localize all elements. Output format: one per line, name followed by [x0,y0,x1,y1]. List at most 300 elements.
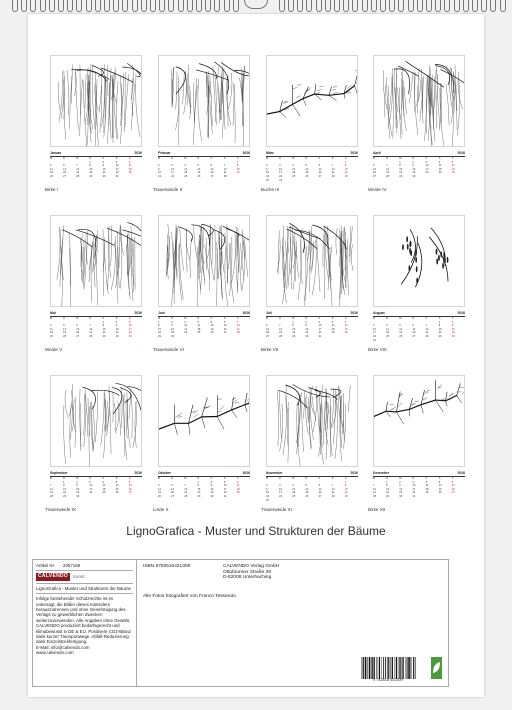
article-number-row [36,563,133,571]
day-cell: 13 [76,327,80,331]
barcode-icon [359,657,417,679]
weekday-label: S [438,157,441,160]
day-cell: 3 [279,164,281,168]
day-cell: 10 [373,327,376,331]
willow-curtain-photo [158,215,250,307]
day-cell: 29 [292,334,296,338]
day-cell: 17 [425,167,429,171]
day-cell: 30 [266,498,269,502]
weekday-label: D [197,157,200,160]
day-cell: 27 [171,494,175,498]
weekday-label: D [197,477,200,480]
day-cell: 6 [128,480,131,484]
day-cell: 24 [89,491,93,495]
binding-ring [417,0,423,12]
binding-ring [40,0,46,12]
day-cell: 26 [63,334,67,338]
day-cell: 7 [331,484,334,488]
photo-caption: Birke VII [261,347,279,352]
day-cell: 4 [438,160,441,164]
month-name: Januar [50,151,62,155]
day-cell: 14 [279,327,283,331]
imprint-right [137,560,448,686]
day-cell: 31 [128,334,132,338]
day-cell: 9 [399,484,401,488]
day-cell: 10 [279,167,283,171]
weekday-label: S [451,317,454,320]
day-cell: 3 [425,160,428,164]
day-cell: 21 [89,331,93,335]
binding-ring [490,0,496,12]
day-cell: 23 [399,491,403,495]
weekday-label: D [63,317,66,320]
weekday-label: M [76,317,79,320]
month-name: September [50,471,68,475]
weekday-label: F [210,317,213,320]
day-cell: 22 [236,171,240,175]
day-cell: 30 [76,494,80,498]
weekday-label: S [344,157,347,160]
day-cell: 15 [63,487,67,491]
day-cell: 25 [236,491,240,495]
weekday-label: F [318,477,321,480]
day-cell: 27 [412,334,416,338]
day-cell: 25 [425,491,429,495]
day-cell: 25 [184,174,188,178]
day-cell: 13 [63,167,67,171]
barcode-number: 9 783516 421309 [373,678,403,683]
weekday-label: F [318,157,321,160]
day-cell: 8 [386,484,388,488]
weekday-label: D [279,477,282,480]
day-cell: 2 [76,480,78,484]
binding-ring [12,0,18,12]
binding-ring [104,0,110,12]
day-cell: 24 [373,334,376,338]
day-cell: 1 [344,480,347,484]
day-cell: 8 [158,324,160,328]
day-cell: 20 [223,327,227,331]
day-cell: 21 [425,331,429,335]
article-label: Artikel Nr. [36,563,56,568]
day-cell: 19 [344,327,348,331]
day-cell: 7 [223,164,226,168]
day-cell: 29 [344,494,348,498]
day-cell: 22 [197,491,201,495]
day-cell: 22 [89,171,93,175]
hanger-hook [244,0,268,9]
day-cell: 4 [236,480,239,484]
day-cell: 21 [50,491,53,495]
willow-hanging-photo [158,55,250,147]
day-cell: 7 [50,484,52,488]
day-cell: 21 [386,171,390,175]
day-cell: 24 [425,171,429,175]
day-cell: 22 [399,171,403,175]
day-cell: 21 [279,331,283,335]
day-cell: 18 [386,331,390,335]
month-name: Oktober [158,471,171,475]
day-cell: 16 [115,327,119,331]
day-cell: 14 [76,167,80,171]
day-cell: 10 [425,164,429,168]
day-cell: 12 [63,327,67,331]
day-cell: 21 [373,491,376,495]
day-cell: 25 [292,174,296,178]
day-cell: 7 [76,164,78,168]
weekday-label: M [158,157,161,160]
calendar-sheet [28,14,484,697]
binding-ring [454,0,460,12]
binding-ring [481,0,487,12]
day-cell: 18 [128,167,132,171]
binding-ring [49,0,55,12]
weekday-label: M [76,157,79,160]
weekday-label: D [305,477,308,480]
day-cell: 27 [318,174,322,178]
day-cell: 3 [115,160,118,164]
day-cell: 25 [438,171,442,175]
day-cell: 2 [171,320,173,324]
day-cell: 25 [102,491,106,495]
day-cell: 9 [115,324,118,328]
day-cell: 5 [50,164,52,168]
weekday-label: D [89,477,92,480]
binding-ring [343,0,349,12]
day-cell: 4 [386,324,388,328]
publisher-name: CALVENDO Verlag GmbH [223,564,280,569]
day-cell: 28 [50,494,53,498]
day-cell: 14 [425,327,429,331]
binding-ring [306,0,312,12]
weekday-label: M [184,477,187,480]
day-cell: 17 [279,171,283,175]
day-cell: 25 [386,334,390,338]
day-cell: 29 [102,334,106,338]
day-cell: 31 [279,178,283,182]
day-cell: 30 [451,334,455,338]
weekday-label: F [210,477,213,480]
day-cell: 28 [89,334,93,338]
day-cell: 5 [197,164,199,168]
photo-caption: Trauerweide II [153,187,183,192]
day-cell: 19 [438,487,442,491]
day-cell: 3 [318,320,321,324]
binding-ring [95,0,101,12]
binding-ring [472,0,478,12]
binding-ring [159,0,165,12]
day-cell: 12 [344,324,348,328]
day-cell: 6 [223,320,226,324]
imprint-box [32,559,449,687]
day-cell: 20 [128,487,132,491]
day-cell: 27 [451,491,455,495]
day-cell: 13 [266,327,269,331]
day-cell: 15 [344,487,348,491]
day-cell: 20 [76,331,80,335]
day-cell: 1 [292,320,294,324]
binding-ring [288,0,294,12]
day-cell: 22 [438,331,442,335]
weekday-label: F [425,477,428,480]
day-cell: 23 [158,174,161,178]
weekday-label: D [305,317,308,320]
binding-ring [389,0,395,12]
day-cell: 28 [425,334,429,338]
day-cell: 5 [451,160,454,164]
day-cell: 4 [102,480,105,484]
weekday-label: D [386,477,389,480]
day-cell: 5 [158,484,160,488]
binding-ring [86,0,92,12]
day-cell: 10 [89,484,93,488]
day-cell: 8 [89,164,91,168]
day-cell: 20 [412,331,416,335]
weekday-label: D [171,477,174,480]
day-cell: 24 [115,171,119,175]
weekday-label: M [266,317,269,320]
day-cell: 31 [223,494,227,498]
binding-ring [352,0,358,12]
day-cell: 11 [292,487,295,491]
day-cell: 20 [373,171,376,175]
month-calendar [50,151,142,181]
day-cell: 12 [305,167,309,171]
day-cell: 23 [266,494,269,498]
day-cell: 12 [50,167,53,171]
day-cell: 20 [171,491,175,495]
month-name: Juni [158,311,165,315]
day-cell: 28 [236,331,240,335]
day-cell: 2 [399,480,401,484]
weekday-label: S [128,477,131,480]
birch-diagonal-photo [373,375,465,467]
day-cell: 9 [158,167,160,171]
month-calendar [266,151,358,181]
day-cell: 5 [399,324,401,328]
weekday-label: M [292,317,295,320]
weekday-label: M [50,157,53,160]
binding-ring [67,0,73,12]
month-year: 2026 [134,471,142,475]
day-cell: 30 [305,334,309,338]
day-cell: 19 [305,491,309,495]
day-cell: 9 [266,167,268,171]
birch-catkins-photo [373,215,465,307]
weekday-label: M [76,477,79,480]
day-cell: 31 [318,334,322,338]
day-cell: 17 [412,487,416,491]
day-cell: 22 [344,491,348,495]
photo-caption: Trauerweide XI [261,507,292,512]
day-cell: 15 [344,167,348,171]
day-cell: 16 [210,487,214,491]
day-cell: 19 [451,167,455,171]
weekday-label: S [128,157,131,160]
day-cell: 17 [223,487,227,491]
day-cell: 8 [102,324,105,328]
month-name: August [373,311,385,315]
day-cell: 27 [373,174,376,178]
day-cell: 9 [210,484,213,488]
day-cell: 6 [451,480,454,484]
weekday-label: F [102,317,105,320]
day-cell: 8 [197,484,199,488]
day-cell: 17 [115,167,119,171]
day-cell: 16 [266,171,269,175]
day-cell: 7 [386,164,388,168]
weekday-label: M [373,477,376,480]
weekday-label: M [399,317,402,320]
binding-ring [279,0,285,12]
product-title: LignoGrafica - Muster und Strukturen der Bäume [36,586,133,594]
day-cell: 3 [128,320,131,324]
day-cell: 5 [115,480,118,484]
day-cell: 3 [89,480,91,484]
weekday-label: F [425,157,428,160]
day-cell: 10 [279,487,283,491]
day-cell: 13 [210,167,214,171]
weekday-label: D [386,317,389,320]
binding-ring [500,0,506,12]
day-cell: 26 [50,174,53,178]
day-cell: 19 [115,487,119,491]
binding-ring [132,0,138,12]
day-cell: 13 [451,484,455,488]
day-cell: 11 [102,484,106,488]
binding-ring [168,0,174,12]
day-cell: 24 [279,494,283,498]
day-cell: 10 [115,164,119,168]
day-cell: 16 [102,167,106,171]
weekday-label: S [236,317,239,320]
month-calendar [50,311,142,341]
weekday-label: D [412,317,415,320]
weekday-label: D [197,317,200,320]
day-cell: 1 [399,160,401,164]
eco-label-icon [431,657,442,679]
day-cell: 30 [102,174,106,178]
day-cell: 20 [266,331,269,335]
day-cell: 26 [197,174,201,178]
day-cell: 9 [76,484,78,488]
day-cell: 15 [102,327,106,331]
day-cell: 11 [128,164,132,168]
day-cell: 13 [318,167,322,171]
month-year: 2026 [242,151,250,155]
binding-ring [371,0,377,12]
day-cell: 31 [115,174,119,178]
day-cell: 1 [102,320,105,324]
day-cell: 2 [305,320,307,324]
day-cell: 28 [373,494,376,498]
weekday-label: M [158,477,161,480]
weekday-label: M [399,157,402,160]
day-cell: 21 [331,171,335,175]
day-cell: 25 [197,331,201,335]
month-year: 2026 [134,311,142,315]
month-year: 2026 [350,151,358,155]
day-cell: 23 [102,171,106,175]
day-cell: 14 [386,167,390,171]
day-cell: 6 [318,164,321,168]
binding-ring [233,0,239,12]
day-cell: 18 [438,167,442,171]
day-cell: 16 [266,491,269,495]
day-cell: 14 [89,327,93,331]
weekday-label: M [373,157,376,160]
day-cell: 11 [184,167,187,171]
day-cell: 4 [292,484,294,488]
brand-row [36,573,133,583]
binding-ring [297,0,303,12]
day-cell: 5 [210,320,213,324]
weekday-label: D [89,317,92,320]
day-cell: 25 [50,334,53,338]
binding-ring [122,0,128,12]
day-cell: 6 [318,484,321,488]
day-cell: 5 [63,324,65,328]
day-cell: 6 [373,164,375,168]
photo-caption: Trauerweide VI [153,347,184,352]
binding-ring [187,0,193,12]
weekday-label: M [266,477,269,480]
day-cell: 10 [412,484,416,488]
birch-canopy-photo [266,215,358,307]
binding-ring [316,0,322,12]
weekday-label: S [331,317,334,320]
day-cell: 28 [279,334,283,338]
day-cell: 29 [386,494,390,498]
day-cell: 3 [279,484,281,488]
day-cell: 7 [89,324,91,328]
weekday-label: D [171,317,174,320]
brand-subline: Kunst [73,574,85,580]
day-cell: 10 [318,324,322,328]
day-cell: 24 [184,331,188,335]
spiral-binding [0,0,512,14]
day-cell: 25 [128,171,132,175]
day-cell: 18 [184,171,188,175]
day-cell: 12 [115,484,119,488]
weekday-label: S [344,317,347,320]
month-name: Februar [158,151,171,155]
day-cell: 8 [292,324,294,328]
day-cell: 11 [438,164,442,168]
day-cell: 21 [76,171,80,175]
day-cell: 18 [292,491,296,495]
day-cell: 26 [305,494,309,498]
day-cell: 24 [318,331,322,335]
day-cell: 3 [223,480,226,484]
day-cell: 7 [373,484,375,488]
day-cell: 12 [158,487,161,491]
day-cell: 6 [76,324,78,328]
month-year: 2026 [350,471,358,475]
day-cell: 11 [197,324,201,328]
day-cell: 21 [331,491,335,495]
month-calendar [373,151,465,181]
day-cell: 7 [184,484,186,488]
day-cell: 29 [63,494,67,498]
day-cell: 7 [236,320,239,324]
weekday-label: D [89,157,92,160]
day-cell: 28 [331,494,335,498]
day-cell: 18 [331,327,335,331]
day-cell: 15 [89,167,93,171]
weekday-label: S [223,157,226,160]
day-cell: 23 [305,331,309,335]
